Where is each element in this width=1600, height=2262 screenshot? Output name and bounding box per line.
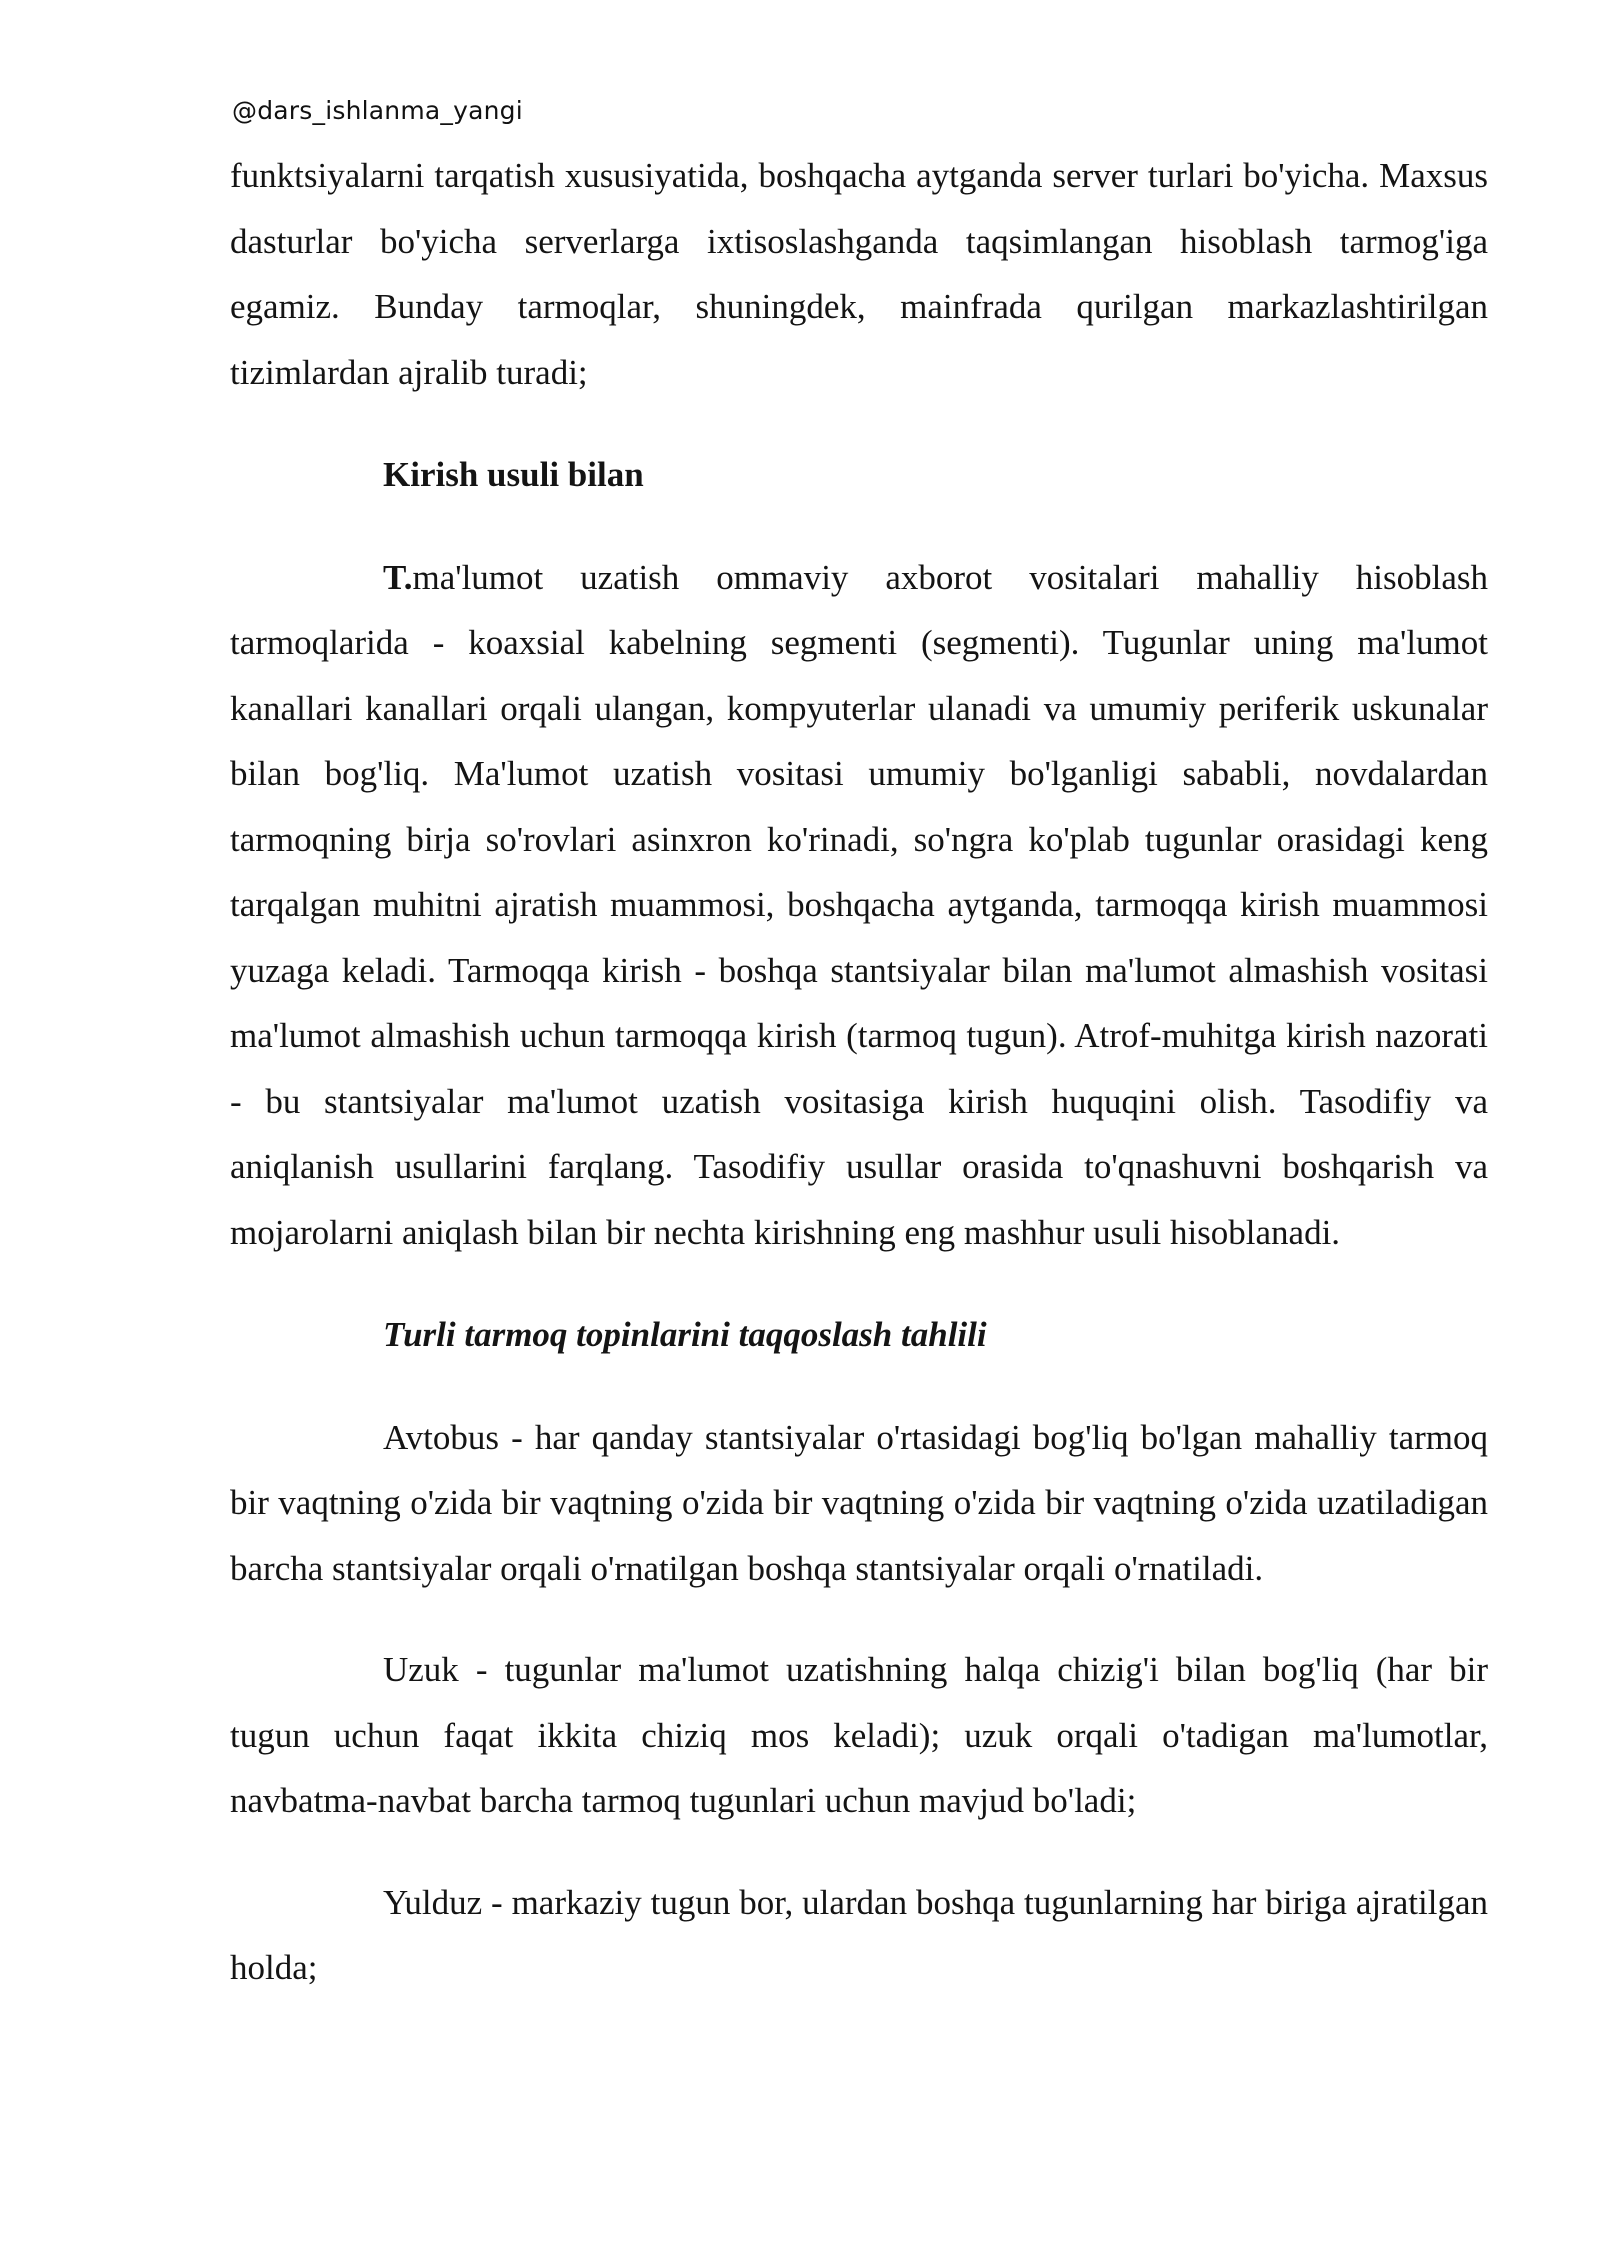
paragraph-access-method bbox=[230, 545, 1488, 1266]
paragraph-server-distribution: funktsiyalarni tarqatish xususiyatida, boshqacha aytganda server turlari bo'yicha. Maxsus dasturlar bo'yicha serverlarga ixtisoslashganda taqsimlangan hisoblash tarmog'iga egamiz. Bunday tarmoqlar, shuningdek, mainfrada qurilgan markazlashtirilgan tizimlardan ajralib turadi; bbox=[230, 156, 1488, 392]
section-heading-access-method: Kirish usuli bilan bbox=[383, 455, 644, 494]
spacer bbox=[230, 508, 1488, 545]
spacer bbox=[230, 1601, 1488, 1637]
spacer bbox=[230, 1265, 1488, 1302]
spacer bbox=[230, 405, 1488, 442]
watermark-handle: @dars_ishlanma_yangi bbox=[232, 96, 523, 125]
spacer bbox=[230, 1368, 1488, 1405]
paragraph-ring-topology: Uzuk - tugunlar ma'lumot uzatishning halqa chizig'i bilan bog'liq (har bir tugun uchun faqat ikkita chiziq mos keladi); uzuk orqali o'tadigan ma'lumotlar, navbatma-navbat barcha tarmoq tugunlari uchun mavjud bo'ladi; bbox=[230, 1650, 1488, 1820]
document-body bbox=[230, 143, 1488, 2001]
paragraph-bus-topology: Avtobus - har qanday stantsiyalar o'rtasidagi bog'liq bo'lgan mahalliy tarmoq bir vaqtning o'zida bir vaqtning o'zida bir vaqtning o'zida bir vaqtning o'zida uzatiladigan barcha stantsiyalar orqali o'rnatilgan boshqa stantsiyalar orqali o'rnatiladi. bbox=[230, 1417, 1488, 1588]
paragraph-star-topology: Yulduz - markaziy tugun bor, ulardan boshqa tugunlarning har biriga ajratilgan holda; bbox=[230, 1882, 1488, 1987]
spacer bbox=[230, 1834, 1488, 1870]
section-heading-topology-comparison: Turli tarmoq topinlarini taqqoslash tahlili bbox=[383, 1315, 987, 1354]
paragraph-lead-bold: T. bbox=[383, 557, 413, 597]
paragraph-access-method-text: ma'lumot uzatish ommaviy axborot vositalari mahalliy hisoblash tarmoqlarida - koaxsial kabelning segmenti (segmenti). Tugunlar uning ma'lumot kanallari kanallari orqali ulangan, kompyuterlar ulanadi va umumiy periferik uskunalar bilan bog'liq. Ma'lumot uzatish vositasi umumiy bo'lganligi sababli, novdalardan tarmoqning birja so'rovlari asinxron ko'rinadi, so'ngra ko'plab tugunlar orasidagi keng tarqalgan muhitni ajratish muammosi, boshqacha aytganda, tarmoqqa kirish muammosi yuzaga keladi. Tarmoqqa kirish - boshqa stantsiyalar bilan ma'lumot almashish vositasi ma'lumot almashish uchun tarmoqqa kirish (tarmoq tugun). Atrof-muhitga kirish nazorati - bu stantsiyalar ma'lumot uzatish vositasiga kirish huquqini olish. Tasodifiy va aniqlanish usullarini farqlang. Tasodifiy usullar orasida to'qnashuvni boshqarish va mojarolarni aniqlash bilan bir nechta kirishning eng mashhur usuli hisoblanadi. bbox=[230, 557, 1488, 1252]
